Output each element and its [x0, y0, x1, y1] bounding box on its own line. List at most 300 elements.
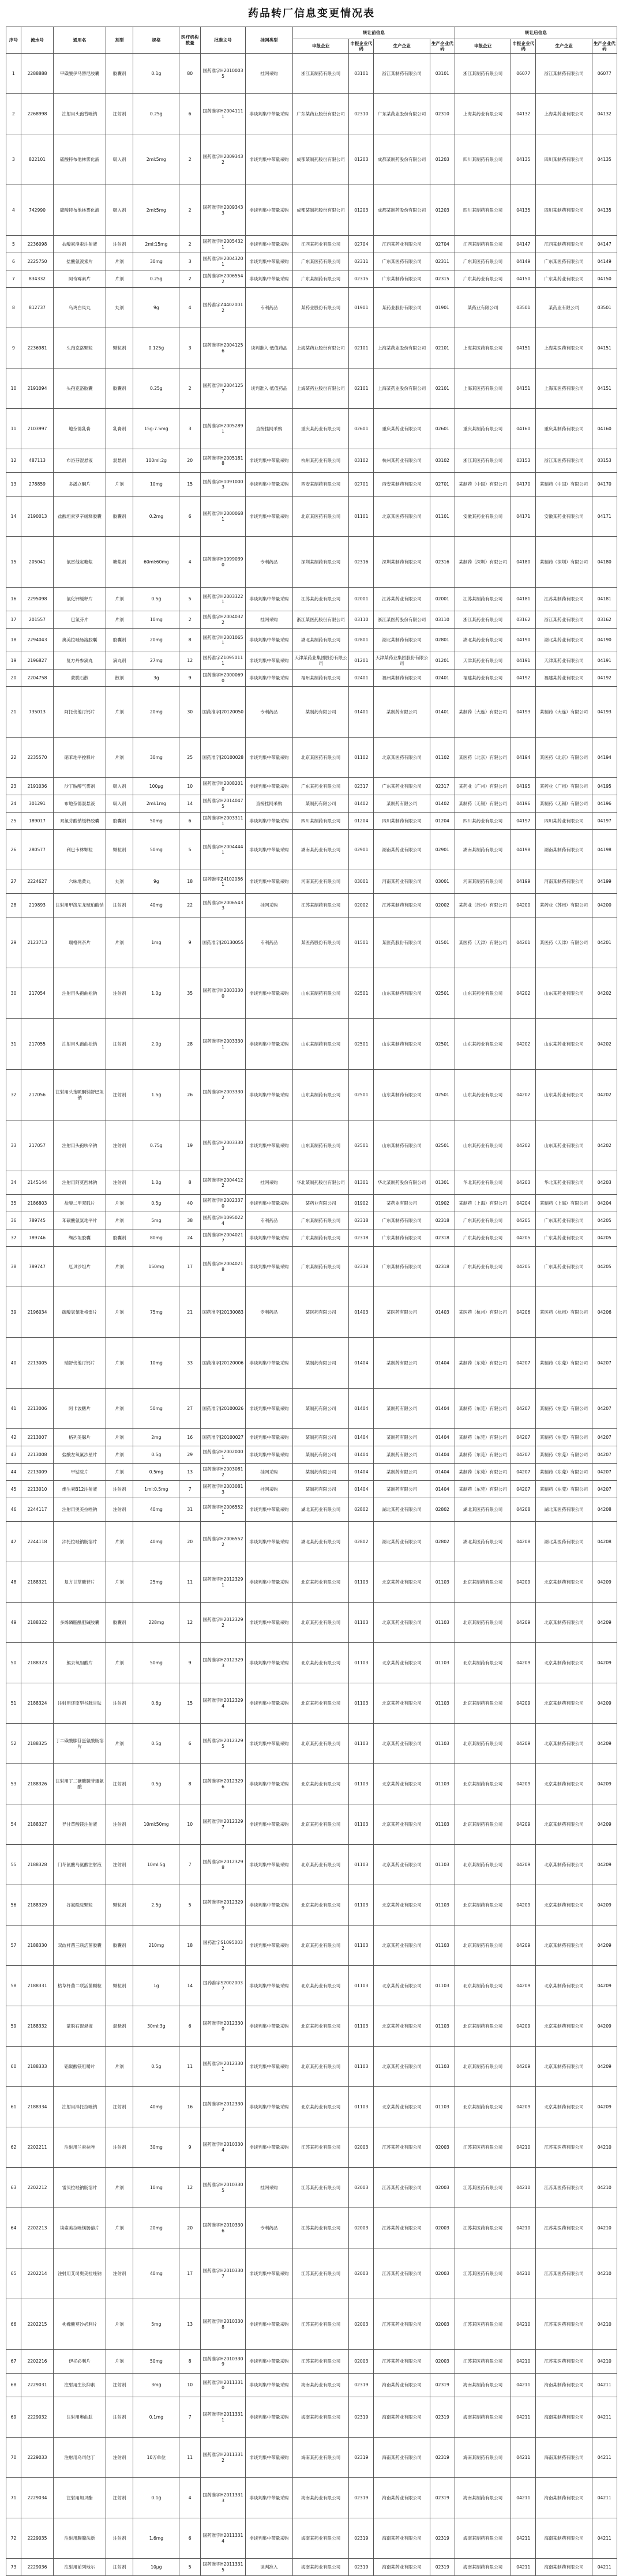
manufacturer-code-before: 02003: [430, 2350, 455, 2374]
table-row: [6, 1389, 617, 1429]
drug-name: 注射用乌司他丁: [54, 2438, 106, 2478]
specification: 0.5mg: [133, 1464, 179, 1481]
row-index: 44: [6, 1464, 21, 1481]
serial-number: 205041: [21, 537, 53, 588]
applicant-code-before: 02319: [349, 2478, 374, 2518]
drug-name: 丁二磺酸腺苷蛋氨酸肠溶片: [54, 1724, 106, 1764]
listing-type: 非谈判集中带量采购: [245, 236, 292, 253]
table-row: [6, 1643, 617, 1683]
row-index: 49: [6, 1603, 21, 1643]
listing-type: 非谈判集中带量采购: [245, 2248, 292, 2299]
manufacturer-code-before: 01401: [430, 687, 455, 738]
listing-type: 挂网采购: [245, 1171, 292, 1195]
serial-number: 2202211: [21, 2127, 53, 2168]
manufacturer-before: 江西某药业有限公司: [374, 236, 430, 253]
table-row: [6, 813, 617, 830]
serial-number: 2188325: [21, 1724, 53, 1764]
applicant-after: 浙江某制药有限公司: [455, 54, 511, 94]
specification: 20mg: [133, 2208, 179, 2248]
applicant-code-after: 04198: [511, 830, 536, 870]
hospital-count: 11: [179, 1562, 201, 1603]
listing-type: 非谈判集中带量采购: [245, 1429, 292, 1446]
row-index: 26: [6, 830, 21, 870]
applicant-code-before: 01103: [349, 1845, 374, 1885]
manufacturer-after: 某医药（杭州）有限公司: [536, 1287, 592, 1338]
drug-name: 布地奈德混悬液: [54, 795, 106, 813]
manufacturer-code-after: 03153: [592, 449, 617, 473]
manufacturer-before: 某制药有限公司: [374, 1446, 430, 1464]
applicant-before: 杭州某药业有限公司: [293, 449, 349, 473]
drug-name: 巴氯芬片: [54, 611, 106, 629]
row-index: 39: [6, 1287, 21, 1338]
approval-number: 国药准字H20040322: [201, 611, 246, 629]
manufacturer-code-after: 04205: [592, 1229, 617, 1247]
dosage-form: 片剂: [106, 1522, 133, 1562]
applicant-before: 某药业有限公司: [293, 1195, 349, 1212]
row-index: 12: [6, 449, 21, 473]
serial-number: 2188331: [21, 1966, 53, 2006]
dosage-form: 片剂: [106, 1429, 133, 1446]
specification: 0.1g: [133, 2478, 179, 2518]
manufacturer-before: 山东某制药有限公司: [374, 1019, 430, 1070]
manufacturer-after: 某制药（东莞）有限公司: [536, 1464, 592, 1481]
applicant-code-after: 04210: [511, 2350, 536, 2374]
applicant-code-before: 01501: [349, 917, 374, 968]
specification: 0.5g: [133, 588, 179, 611]
approval-number: 国药准字H20000681: [201, 497, 246, 537]
col-header: 申报企业: [293, 39, 349, 54]
row-index: 71: [6, 2478, 21, 2518]
hospital-count: 33: [179, 1338, 201, 1389]
applicant-before: 某药业股份有限公司: [293, 288, 349, 328]
specification: 0.5g: [133, 1764, 179, 1804]
serial-number: 2191036: [21, 778, 53, 795]
approval-number: 国药准字H20113311: [201, 2397, 246, 2438]
table-row: [6, 2248, 617, 2299]
applicant-code-before: 01103: [349, 1724, 374, 1764]
manufacturer-code-after: 04209: [592, 1926, 617, 1966]
table-row: [6, 1070, 617, 1120]
listing-type: 非谈判集中带量采购: [245, 1120, 292, 1171]
manufacturer-code-before: 02003: [430, 2248, 455, 2299]
hospital-count: 12: [179, 2168, 201, 2208]
drug-name: 注射用兰索拉唑: [54, 2127, 106, 2168]
approval-number: 国药准字H19990390: [201, 537, 246, 588]
applicant-before: 江苏某制药有限公司: [293, 894, 349, 917]
manufacturer-code-after: 04211: [592, 2559, 617, 2576]
serial-number: 2191094: [21, 368, 53, 409]
specification: 50mg: [133, 1389, 179, 1429]
manufacturer-code-after: 04193: [592, 687, 617, 738]
applicant-before: 某医药股份有限公司: [293, 917, 349, 968]
table-row: [6, 1562, 617, 1603]
applicant-before: 广东某制药有限公司: [293, 270, 349, 288]
manufacturer-before: 北京某医药有限公司: [374, 497, 430, 537]
applicant-before: 江苏某药业有限公司: [293, 2299, 349, 2350]
manufacturer-before: 福州某制药有限公司: [374, 670, 430, 687]
applicant-after: 海南某制药有限公司: [455, 2397, 511, 2438]
specification: 40mg: [133, 2248, 179, 2299]
manufacturer-code-after: 04210: [592, 2168, 617, 2208]
manufacturer-before: 山东某制药有限公司: [374, 1120, 430, 1171]
dosage-form: 注射剂: [106, 1804, 133, 1845]
dosage-form: 片剂: [106, 2299, 133, 2350]
listing-type: 非谈判集中带量采购: [245, 2397, 292, 2438]
row-index: 34: [6, 1171, 21, 1195]
manufacturer-after: 四川某制药有限公司: [536, 134, 592, 185]
applicant-after: 江苏某医药有限公司: [455, 2208, 511, 2248]
applicant-after: 江苏某医药有限公司: [455, 2299, 511, 2350]
row-index: 32: [6, 1070, 21, 1120]
specification: 25mg: [133, 1562, 179, 1603]
applicant-code-after: 04193: [511, 687, 536, 738]
listing-type: 非谈判集中带量采购: [245, 1070, 292, 1120]
listing-type: 专利药品: [245, 288, 292, 328]
serial-number: 2213009: [21, 1464, 53, 1481]
serial-number: 2229035: [21, 2518, 53, 2559]
hospital-count: 14: [179, 795, 201, 813]
manufacturer-before: 杭州某药业有限公司: [374, 449, 430, 473]
approval-number: 国药准字H20103307: [201, 2248, 246, 2299]
applicant-code-after: 04202: [511, 968, 536, 1019]
applicant-after: 湖北某药业有限公司: [455, 629, 511, 652]
dosage-form: 颗粒剂: [106, 1885, 133, 1926]
manufacturer-code-after: 04209: [592, 1764, 617, 1804]
applicant-code-after: 04211: [511, 2478, 536, 2518]
table-row: [6, 2168, 617, 2208]
manufacturer-code-after: 04196: [592, 795, 617, 813]
applicant-code-before: 02501: [349, 968, 374, 1019]
serial-number: 2288888: [21, 54, 53, 94]
listing-type: 非谈判集中带量采购: [245, 738, 292, 778]
manufacturer-code-before: 01301: [430, 1171, 455, 1195]
applicant-code-before: 01103: [349, 2087, 374, 2127]
applicant-code-after: 04205: [511, 1247, 536, 1287]
row-index: 40: [6, 1338, 21, 1389]
applicant-code-before: 02101: [349, 368, 374, 409]
manufacturer-code-before: 02003: [430, 2299, 455, 2350]
dosage-form: 片剂: [106, 1562, 133, 1603]
manufacturer-before: 成都某制药股份有限公司: [374, 134, 430, 185]
applicant-before: 某制药有限公司: [293, 687, 349, 738]
specification: 0.125g: [133, 328, 179, 368]
drug-name: 注射用头孢曲松钠: [54, 1019, 106, 1070]
applicant-code-after: 04202: [511, 1070, 536, 1120]
manufacturer-before: 海南某药业有限公司: [374, 2438, 430, 2478]
dosage-form: 片剂: [106, 1446, 133, 1464]
manufacturer-code-before: 01103: [430, 2047, 455, 2087]
manufacturer-before: 西安某制药有限公司: [374, 473, 430, 497]
applicant-code-before: 01301: [349, 1171, 374, 1195]
manufacturer-code-after: 04171: [592, 497, 617, 537]
drug-name: 瑞舒伐他汀钙片: [54, 1338, 106, 1389]
approval-number: 国药准字H20103306: [201, 2208, 246, 2248]
listing-type: 非谈判集中带量采购: [245, 652, 292, 670]
row-index: 7: [6, 270, 21, 288]
applicant-code-after: 04195: [511, 778, 536, 795]
applicant-after: 山东某药业有限公司: [455, 968, 511, 1019]
applicant-code-after: 04209: [511, 2047, 536, 2087]
specification: 2ml:1mg: [133, 795, 179, 813]
specification: 0.6g: [133, 1683, 179, 1724]
approval-number: 国药准字J20130083: [201, 1287, 246, 1338]
manufacturer-code-before: 01402: [430, 795, 455, 813]
row-index: 69: [6, 2397, 21, 2438]
serial-number: 789746: [21, 1229, 53, 1247]
table-header: [6, 27, 617, 54]
dosage-form: 片剂: [106, 738, 133, 778]
dosage-form: 丸剂: [106, 288, 133, 328]
manufacturer-before: 湖南某药业有限公司: [374, 830, 430, 870]
table-row: [6, 1247, 617, 1287]
manufacturer-code-before: 02315: [430, 270, 455, 288]
manufacturer-code-after: 04191: [592, 652, 617, 670]
specification: 15g:7.5mg: [133, 409, 179, 449]
manufacturer-code-before: 01103: [430, 1885, 455, 1926]
drug-name: 布洛芬混悬液: [54, 449, 106, 473]
manufacturer-code-after: 04208: [592, 1522, 617, 1562]
specification: 27mg: [133, 652, 179, 670]
manufacturer-code-after: 04209: [592, 1885, 617, 1926]
table-row: [6, 270, 617, 288]
serial-number: 2229033: [21, 2438, 53, 2478]
hospital-count: 10: [179, 1804, 201, 1845]
applicant-after: 某药业（苏州）有限公司: [455, 894, 511, 917]
approval-number: 国药准字H20041256: [201, 328, 246, 368]
applicant-code-before: 02318: [349, 1247, 374, 1287]
manufacturer-code-before: 01103: [430, 2087, 455, 2127]
table-row: [6, 1498, 617, 1522]
applicant-after: 海南某制药有限公司: [455, 2518, 511, 2559]
manufacturer-code-before: 02601: [430, 409, 455, 449]
applicant-code-before: 02901: [349, 830, 374, 870]
manufacturer-after: 江苏某医药有限公司: [536, 2248, 592, 2299]
applicant-code-before: 01404: [349, 1464, 374, 1481]
applicant-after: 山东某药业有限公司: [455, 1120, 511, 1171]
manufacturer-code-before: 02501: [430, 1019, 455, 1070]
approval-number: 国药准字H20103309: [201, 2350, 246, 2374]
drug-name: 门冬氨酸鸟氨酸注射液: [54, 1845, 106, 1885]
applicant-before: 北京某药业有限公司: [293, 1885, 349, 1926]
drug-name: 硫酸特布他林雾化液: [54, 185, 106, 236]
applicant-code-after: 04208: [511, 1522, 536, 1562]
applicant-before: 湖北某药业有限公司: [293, 1498, 349, 1522]
drug-name: 头孢克洛胶囊: [54, 368, 106, 409]
dosage-form: 片剂: [106, 2168, 133, 2208]
row-index: 56: [6, 1885, 21, 1926]
applicant-after: 华北某药业有限公司: [455, 1171, 511, 1195]
serial-number: 742990: [21, 185, 53, 236]
manufacturer-code-after: 04210: [592, 2299, 617, 2350]
manufacturer-after: 海南某制药有限公司: [536, 2559, 592, 2576]
listing-type: 专利药品: [245, 1212, 292, 1229]
hospital-count: 10: [179, 2374, 201, 2397]
row-index: 70: [6, 2438, 21, 2478]
hospital-count: 80: [179, 54, 201, 94]
manufacturer-code-after: 04190: [592, 629, 617, 652]
table-row: [6, 134, 617, 185]
applicant-after: 某制药（上海）有限公司: [455, 1195, 511, 1212]
manufacturer-after: 广东某药业有限公司: [536, 1247, 592, 1287]
specification: 0.5g: [133, 1724, 179, 1764]
manufacturer-code-after: 04205: [592, 1212, 617, 1229]
listing-type: 非谈判集中带量采购: [245, 1522, 292, 1562]
applicant-code-after: 03162: [511, 611, 536, 629]
table-row: [6, 2299, 617, 2350]
applicant-code-after: 04203: [511, 1171, 536, 1195]
manufacturer-before: 某制药有限公司: [374, 795, 430, 813]
manufacturer-code-after: 04202: [592, 968, 617, 1019]
applicant-code-before: 02101: [349, 328, 374, 368]
manufacturer-before: 重庆某药业有限公司: [374, 409, 430, 449]
row-index: 19: [6, 652, 21, 670]
row-index: 13: [6, 473, 21, 497]
manufacturer-after: 广东某药业有限公司: [536, 270, 592, 288]
manufacturer-code-after: 04209: [592, 1724, 617, 1764]
drug-name: 谷氨酰胺颗粒: [54, 1885, 106, 1926]
listing-type: 非谈判集中带量采购: [245, 1338, 292, 1389]
manufacturer-after: 某制药（中国）有限公司: [536, 473, 592, 497]
applicant-code-after: 04207: [511, 1481, 536, 1498]
manufacturer-code-before: 02801: [430, 629, 455, 652]
specification: 1g: [133, 1966, 179, 2006]
col-header: 规格: [133, 27, 179, 54]
dosage-form: 片剂: [106, 1643, 133, 1683]
applicant-code-before: 02003: [349, 2208, 374, 2248]
drug-name: 熊去氧胆酸片: [54, 1643, 106, 1683]
applicant-code-before: 02802: [349, 1522, 374, 1562]
applicant-code-before: 01201: [349, 652, 374, 670]
group-header-after: 转让后信息: [455, 27, 617, 39]
drug-name: 格列美脲片: [54, 1429, 106, 1446]
hospital-count: 5: [179, 1885, 201, 1926]
manufacturer-code-after: 03501: [592, 288, 617, 328]
dosage-form: 片剂: [106, 611, 133, 629]
hospital-count: 8: [179, 629, 201, 652]
manufacturer-after: 北京某制药有限公司: [536, 2047, 592, 2087]
row-index: 62: [6, 2127, 21, 2168]
manufacturer-code-before: 01103: [430, 1845, 455, 1885]
approval-number: 国药准字H20123293: [201, 1643, 246, 1683]
row-index: 5: [6, 236, 21, 253]
applicant-code-after: 04208: [511, 1498, 536, 1522]
specification: 20mg: [133, 629, 179, 652]
manufacturer-after: 山东某药业有限公司: [536, 968, 592, 1019]
manufacturer-code-after: 04207: [592, 1338, 617, 1389]
table-row: [6, 1229, 617, 1247]
dosage-form: 胶囊剂: [106, 1603, 133, 1643]
manufacturer-code-before: 01403: [430, 1287, 455, 1338]
manufacturer-before: 江苏某药业有限公司: [374, 2248, 430, 2299]
manufacturer-code-before: 01103: [430, 1562, 455, 1603]
manufacturer-after: 广东某医药有限公司: [536, 253, 592, 270]
applicant-code-before: 01103: [349, 1603, 374, 1643]
manufacturer-after: 天津某药业有限公司: [536, 652, 592, 670]
manufacturer-code-after: 04170: [592, 473, 617, 497]
approval-number: 国药准字H20123296: [201, 1764, 246, 1804]
manufacturer-after: 上海某医药有限公司: [536, 368, 592, 409]
manufacturer-code-after: 04207: [592, 1429, 617, 1446]
row-index: 10: [6, 368, 21, 409]
serial-number: 2190013: [21, 497, 53, 537]
manufacturer-before: 山东某制药有限公司: [374, 1070, 430, 1120]
applicant-code-after: 04209: [511, 2087, 536, 2127]
specification: 1.5g: [133, 1070, 179, 1120]
manufacturer-code-after: 04207: [592, 1464, 617, 1481]
manufacturer-code-before: 01902: [430, 1195, 455, 1212]
specification: 75mg: [133, 1287, 179, 1338]
hospital-count: 11: [179, 2047, 201, 2087]
applicant-after: 湖北某医药有限公司: [455, 1522, 511, 1562]
applicant-code-after: 04209: [511, 2006, 536, 2047]
manufacturer-after: 山东某药业有限公司: [536, 1019, 592, 1070]
applicant-code-before: 01103: [349, 2006, 374, 2047]
row-index: 20: [6, 670, 21, 687]
dosage-form: 片剂: [106, 1195, 133, 1212]
specification: 3mg: [133, 2374, 179, 2397]
specification: 50mg: [133, 813, 179, 830]
hospital-count: 6: [179, 1724, 201, 1764]
dosage-form: 注射剂: [106, 94, 133, 134]
applicant-code-after: 04210: [511, 2168, 536, 2208]
manufacturer-code-after: 04209: [592, 2087, 617, 2127]
col-header: 批准文号: [201, 27, 246, 54]
manufacturer-after: 某药业（苏州）有限公司: [536, 894, 592, 917]
approval-number: 国药准字J20120050: [201, 687, 246, 738]
manufacturer-before: 湖北某制药有限公司: [374, 629, 430, 652]
approval-number: 国药准字H20030812: [201, 1464, 246, 1481]
manufacturer-code-after: 04209: [592, 2006, 617, 2047]
specification: 5mg: [133, 2299, 179, 2350]
listing-type: 非谈判集中带量采购: [245, 1845, 292, 1885]
serial-number: 2235570: [21, 738, 53, 778]
applicant-code-after: 04180: [511, 537, 536, 588]
manufacturer-before: 海南某药业有限公司: [374, 2397, 430, 2438]
dosage-form: 片剂: [106, 1389, 133, 1429]
applicant-after: 海南某制药有限公司: [455, 2374, 511, 2397]
listing-type: 非谈判集中带量采购: [245, 1389, 292, 1429]
applicant-code-after: 04191: [511, 652, 536, 670]
applicant-after: 山东某药业有限公司: [455, 1019, 511, 1070]
drug-name: 枯草杆菌二联活菌颗粒: [54, 1966, 106, 2006]
dosage-form: 注射剂: [106, 2478, 133, 2518]
applicant-code-before: 02310: [349, 94, 374, 134]
specification: 0.2mg: [133, 497, 179, 537]
table-row: [6, 1845, 617, 1885]
applicant-code-before: 01102: [349, 738, 374, 778]
manufacturer-after: 北京某制药有限公司: [536, 1804, 592, 1845]
manufacturer-after: 北京某制药有限公司: [536, 2006, 592, 2047]
drug-name: 注射用奥美拉唑钠: [54, 1498, 106, 1522]
serial-number: 2213007: [21, 1429, 53, 1446]
approval-number: 国药准字H20033302: [201, 1070, 246, 1120]
applicant-after: 江苏某医药有限公司: [455, 2168, 511, 2208]
manufacturer-code-after: 04210: [592, 2208, 617, 2248]
manufacturer-code-before: 02101: [430, 328, 455, 368]
manufacturer-before: 北京某药业有限公司: [374, 1562, 430, 1603]
applicant-before: 海南某药业有限公司: [293, 2518, 349, 2559]
row-index: 52: [6, 1724, 21, 1764]
table-row: [6, 1804, 617, 1845]
drug-name: 盐酸氨溴索注射液: [54, 236, 106, 253]
applicant-code-after: 04209: [511, 1562, 536, 1603]
table-row: [6, 795, 617, 813]
applicant-code-after: 04209: [511, 1724, 536, 1764]
dosage-form: 注射剂: [106, 968, 133, 1019]
applicant-code-after: 04151: [511, 328, 536, 368]
manufacturer-before: 北京某药业有限公司: [374, 1724, 430, 1764]
drug-name: 蒙脱石混悬液: [54, 2006, 106, 2047]
